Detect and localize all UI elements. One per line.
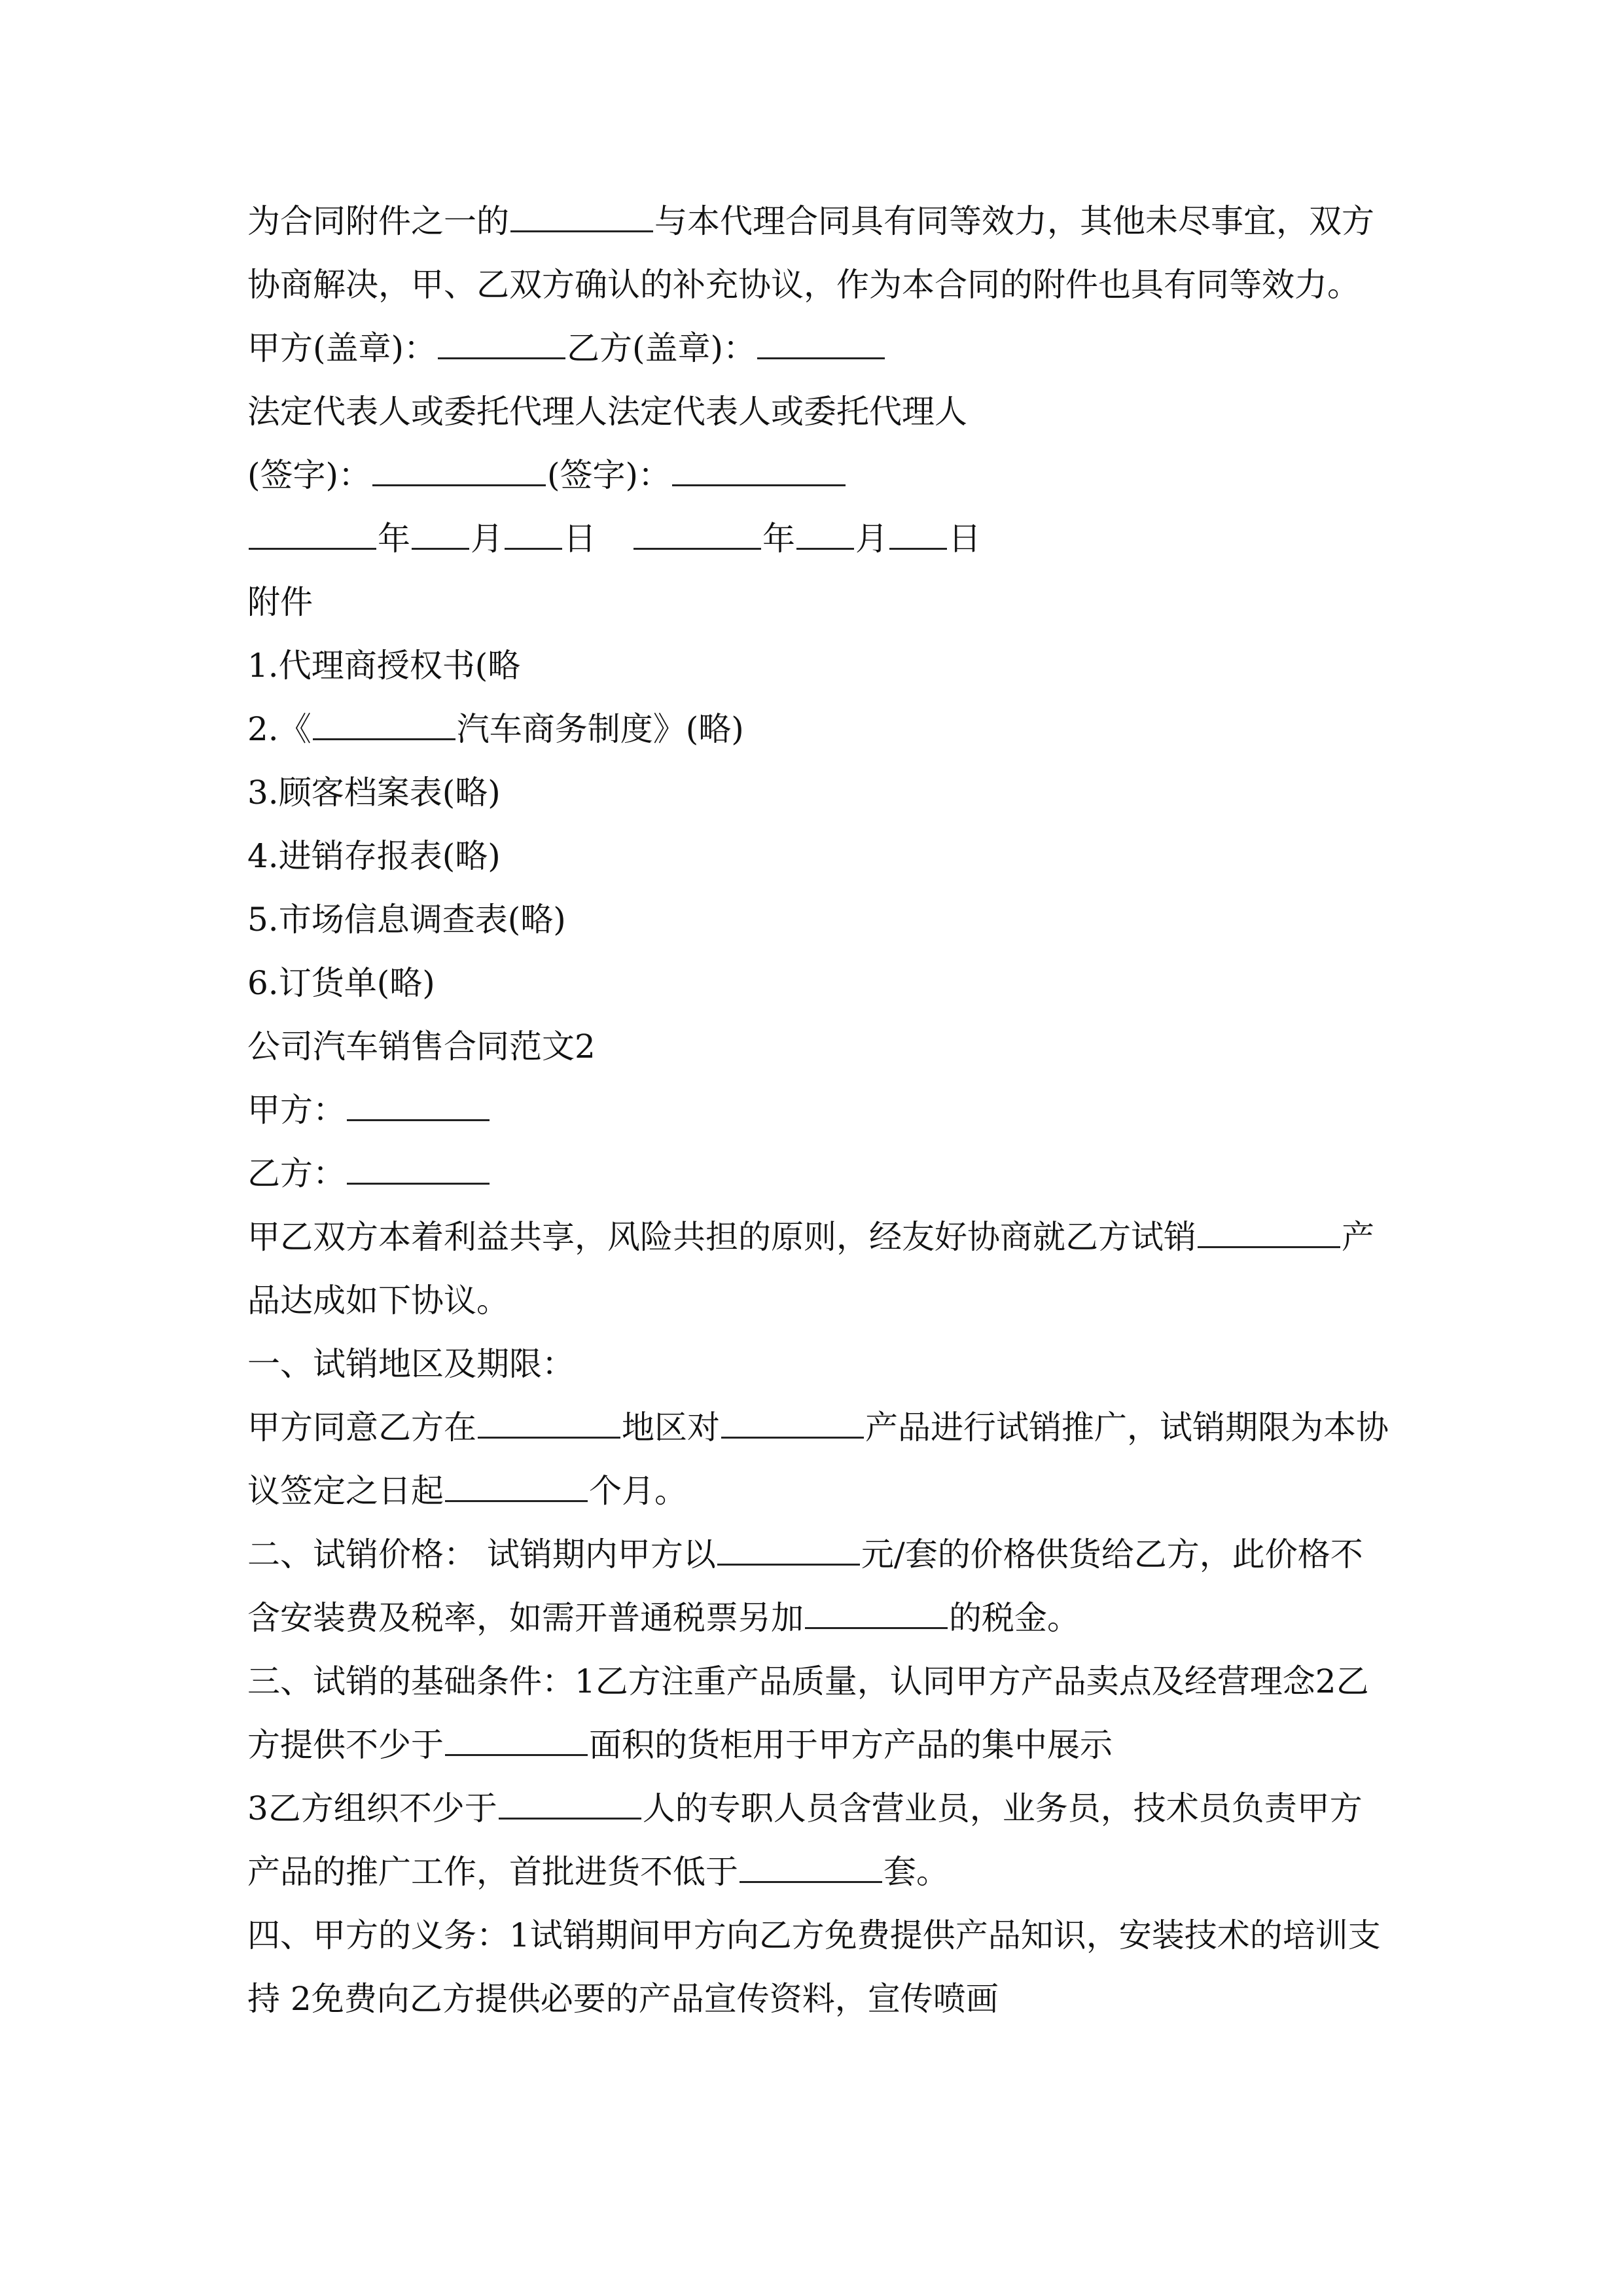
blank-field[interactable] [499, 1778, 641, 1820]
party-b-seal-blank[interactable] [757, 318, 885, 359]
text: 与本代理合同具有同等效力，其他未尽事宜，双方 [654, 202, 1374, 240]
heading-attachments [247, 571, 1386, 634]
blank-field[interactable] [478, 1397, 620, 1439]
blank-field[interactable] [445, 1461, 588, 1502]
month-label: 月 [471, 520, 503, 558]
text: 乙方： [247, 1155, 346, 1193]
document-page [247, 190, 1389, 2031]
party-b-line [247, 1142, 1386, 1206]
list-item [247, 825, 1386, 888]
list-item [247, 698, 1386, 761]
text: 产品进行试销推广，试销期限为本协 [865, 1408, 1389, 1446]
text: 汽车商务制度》(略) [456, 710, 744, 748]
text-line [247, 1967, 1386, 2031]
text-line [247, 380, 1386, 444]
month-blank[interactable] [796, 509, 854, 550]
blank-field[interactable] [510, 191, 653, 232]
text: 含安装费及税率，如需开普通税票另加 [247, 1599, 804, 1637]
text: 甲方同意乙方在 [247, 1408, 476, 1446]
text-line [247, 1206, 1386, 1269]
text: 法定代表人或委托代理人法定代表人或委托代理人 [247, 393, 967, 431]
text: 产品的推广工作，首批进货不低于 [247, 1853, 738, 1891]
text: 为合同附件之一的 [247, 202, 509, 240]
section-title [247, 1015, 1386, 1079]
clause-heading [247, 1333, 1386, 1396]
text: 协商解决，甲、乙双方确认的补充协议，作为本合同的附件也具有同等效力。 [247, 266, 1360, 304]
day-label: 日 [948, 520, 981, 558]
text: 元/套的价格供货给乙方，此价格不 [861, 1535, 1363, 1573]
text: 2.《 [247, 710, 312, 748]
list-item [247, 888, 1386, 952]
blank-field[interactable] [740, 1842, 882, 1883]
blank-field[interactable] [805, 1588, 948, 1629]
party-b-blank[interactable] [347, 1143, 490, 1185]
text: 4.进销存报表(略) [247, 837, 501, 875]
party-a-blank[interactable] [347, 1080, 490, 1121]
text-line [247, 1777, 1386, 1840]
text: 甲方(盖章)： [247, 329, 437, 367]
text: 品达成如下协议。 [247, 1282, 509, 1319]
text-line [247, 1904, 1386, 1967]
signature-blank-a[interactable] [372, 445, 546, 486]
text: 二、试销价格： 试销期内甲方以 [247, 1535, 716, 1573]
text: 方提供不少于 [247, 1726, 444, 1764]
text: 持 2免费向乙方提供必要的产品宣传资料，宣传喷画 [247, 1980, 999, 2018]
text: 产 [1342, 1218, 1374, 1256]
year-blank[interactable] [633, 509, 761, 550]
day-blank[interactable] [889, 509, 947, 550]
text: (签字)： [547, 456, 671, 494]
signature-line-party-a-b [247, 317, 1386, 380]
text: 个月。 [589, 1472, 687, 1510]
text-line [247, 1269, 1386, 1333]
text-line [247, 1460, 1386, 1523]
day-label: 日 [563, 520, 596, 558]
text: 的税金。 [949, 1599, 1080, 1637]
text: 人的专职人员含营业员，业务员，技术员负责甲方 [642, 1789, 1363, 1827]
party-a-line [247, 1079, 1386, 1142]
text: 地区对 [622, 1408, 720, 1446]
text: 1.代理商授权书(略 [247, 647, 521, 685]
text: 3.顾客档案表(略) [247, 774, 501, 812]
blank-field[interactable] [717, 1524, 860, 1566]
text-line [247, 1650, 1386, 1713]
text: 四、甲方的义务：1试销期间甲方向乙方免费提供产品知识，安装技术的培训支 [247, 1916, 1381, 1954]
text-line [247, 253, 1386, 317]
text: (签字)： [247, 456, 372, 494]
month-label: 月 [855, 520, 888, 558]
list-item [247, 761, 1386, 825]
date-line [247, 507, 1386, 571]
list-item [247, 952, 1386, 1015]
text-line [247, 1523, 1386, 1587]
blank-field[interactable] [721, 1397, 864, 1439]
text: 5.市场信息调查表(略) [247, 901, 566, 939]
text-line [247, 1840, 1386, 1904]
blank-field[interactable] [313, 699, 455, 740]
day-blank[interactable] [505, 509, 562, 550]
text: 甲乙双方本着利益共享，风险共担的原则，经友好协商就乙方试销 [247, 1218, 1196, 1256]
text-line [247, 190, 1386, 253]
text-line [247, 1587, 1386, 1650]
party-a-seal-blank[interactable] [438, 318, 565, 359]
signature-blank-b[interactable] [672, 445, 846, 486]
month-blank[interactable] [412, 509, 469, 550]
text: 议签定之日起 [247, 1472, 444, 1510]
blank-field[interactable] [445, 1715, 588, 1756]
text-line [247, 1713, 1386, 1777]
text: 3乙方组织不少于 [247, 1789, 497, 1827]
year-blank[interactable] [249, 509, 376, 550]
year-label: 年 [378, 520, 410, 558]
text: 面积的货柜用于甲方产品的集中展示 [589, 1726, 1113, 1764]
text-line [247, 1396, 1389, 1460]
text: 一、试销地区及期限： [247, 1345, 575, 1383]
text: 套。 [883, 1853, 949, 1891]
text: 三、试销的基础条件：1乙方注重产品质量，认同甲方产品卖点及经营理念2乙 [247, 1662, 1369, 1700]
list-item [247, 634, 1386, 698]
year-label: 年 [762, 520, 795, 558]
text: 公司汽车销售合同范文2 [247, 1028, 596, 1066]
signature-line [247, 444, 1386, 507]
text: 甲方： [247, 1091, 346, 1129]
blank-field[interactable] [1198, 1207, 1340, 1248]
text: 6.订货单(略) [247, 964, 435, 1002]
text: 附件 [247, 583, 313, 621]
text: 乙方(盖章)： [567, 329, 757, 367]
